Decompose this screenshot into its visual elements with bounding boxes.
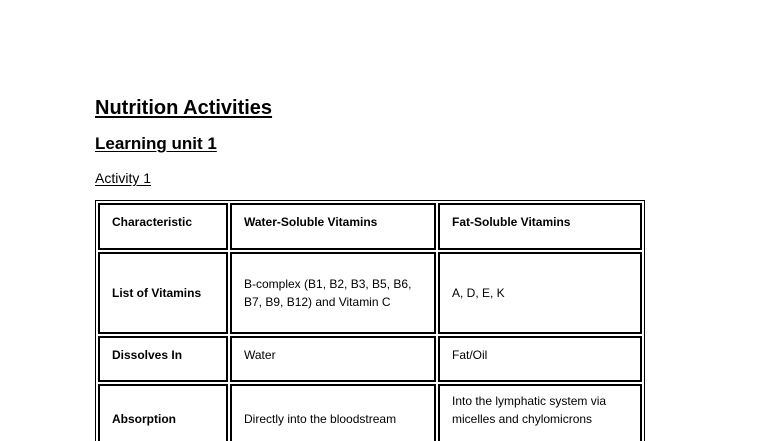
vitamins-comparison-table	[95, 200, 645, 441]
table-cell: Into the lymphatic system via micelles and chylomicrons	[438, 384, 642, 441]
table-row	[98, 252, 642, 334]
table-header-cell: Water-Soluble Vitamins	[230, 203, 436, 250]
activity-heading: Activity 1	[95, 170, 152, 186]
row-label-cell: Absorption	[98, 384, 228, 441]
table-header-cell: Characteristic	[98, 203, 228, 250]
row-label-cell: Dissolves In	[98, 336, 228, 382]
table-cell: Directly into the bloodstream	[230, 384, 436, 441]
table-header-cell: Fat-Soluble Vitamins	[438, 203, 642, 250]
table-row	[98, 384, 642, 441]
document-title: Nutrition Activities	[95, 97, 273, 119]
table-row	[98, 336, 642, 382]
table-cell: B-complex (B1, B2, B3, B5, B6, B7, B9, B12) and Vitamin C	[230, 252, 436, 334]
table-cell: Fat/Oil	[438, 336, 642, 382]
table-cell: Water	[230, 336, 436, 382]
table-cell: A, D, E, K	[438, 252, 642, 334]
learning-unit-heading: Learning unit 1	[95, 134, 217, 153]
table-header-row	[98, 203, 642, 250]
row-label-cell: List of Vitamins	[98, 252, 228, 334]
